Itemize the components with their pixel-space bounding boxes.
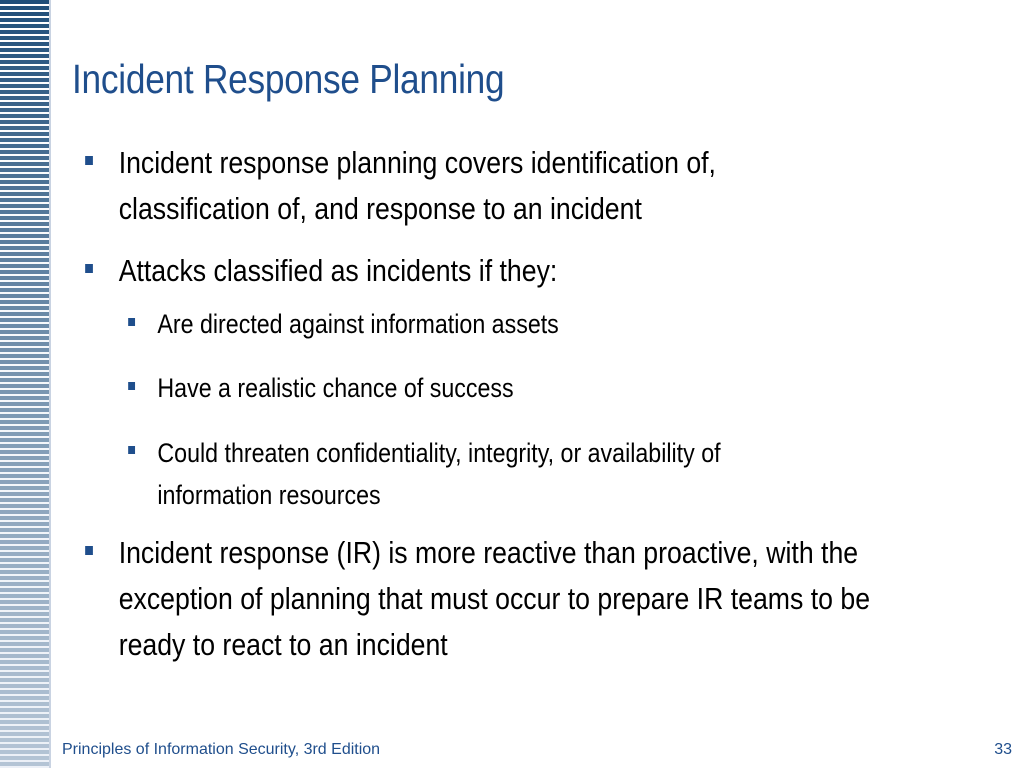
slide-title: Incident Response Planning bbox=[72, 56, 505, 102]
bullet-line: exception of planning that must occur to prepare IR teams to be bbox=[118, 581, 871, 616]
sub-bullet-item bbox=[125, 304, 975, 344]
footer-book-title: Principles of Information Security, 3rd Edition bbox=[62, 741, 381, 758]
square-bullet-icon bbox=[128, 318, 135, 326]
bullet-list bbox=[80, 140, 974, 684]
bullet-item bbox=[80, 530, 974, 668]
stripe-edge-line bbox=[49, 0, 51, 768]
square-bullet-icon bbox=[128, 382, 135, 390]
sub-bullet-line: Are directed against information assets bbox=[157, 309, 559, 339]
sub-bullet-line: Have a realistic chance of success bbox=[157, 373, 514, 403]
page-number: 33 bbox=[994, 741, 1012, 758]
bullet-line: Incident response planning covers identification of, bbox=[118, 145, 716, 180]
bullet-item bbox=[80, 140, 974, 232]
square-bullet-icon bbox=[128, 446, 135, 454]
sub-bullet-item bbox=[125, 368, 975, 408]
bullet-line: Incident response (IR) is more reactive than proactive, with the bbox=[118, 535, 859, 570]
square-bullet-icon bbox=[85, 546, 93, 555]
sub-bullet-line: Could threaten confidentiality, integrity, or availability of bbox=[157, 438, 721, 468]
square-bullet-icon bbox=[85, 264, 93, 273]
bullet-line: ready to react to an incident bbox=[118, 627, 448, 662]
sub-bullet-line: information resources bbox=[157, 480, 381, 510]
bullet-item bbox=[80, 248, 974, 294]
sub-bullet-item bbox=[125, 432, 975, 516]
square-bullet-icon bbox=[85, 156, 93, 165]
bullet-line: classification of, and response to an incident bbox=[118, 191, 642, 226]
bullet-line: Attacks classified as incidents if they: bbox=[118, 253, 558, 288]
decorative-stripe-bar bbox=[0, 0, 49, 768]
